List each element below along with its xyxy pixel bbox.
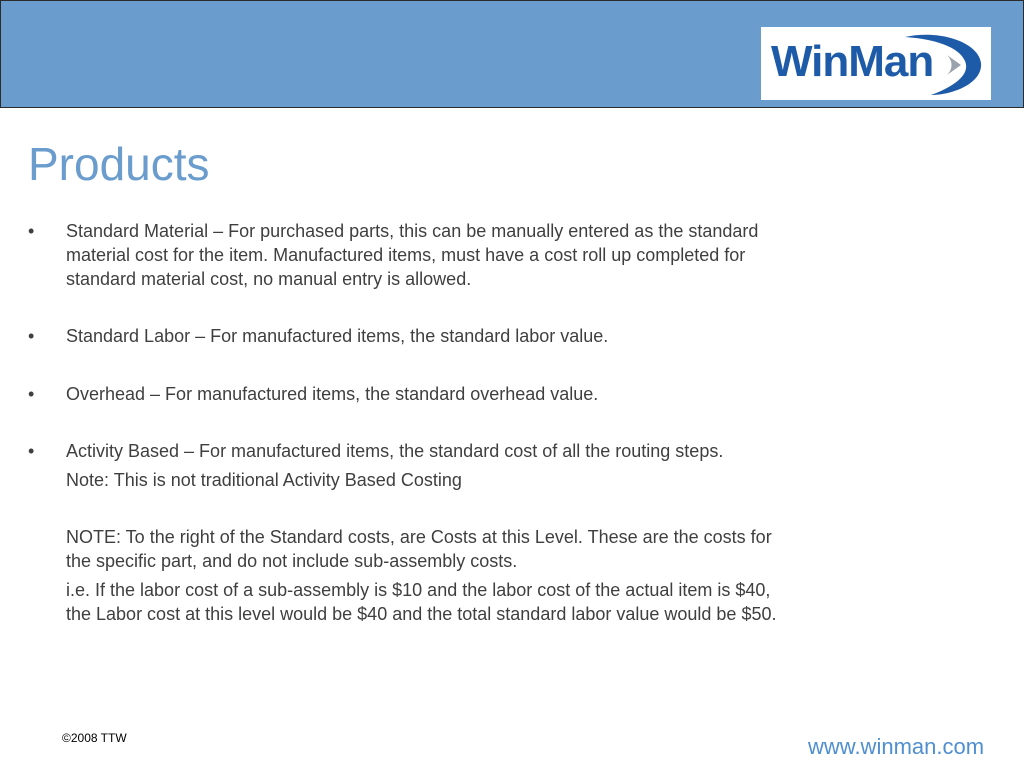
bullet-marker: • <box>28 221 35 241</box>
winman-logo <box>761 27 991 100</box>
footer-website-link[interactable]: www.winman.com <box>808 734 985 759</box>
logo-swoosh-icon <box>901 29 985 99</box>
bullet-marker: • <box>28 441 35 461</box>
level-note: NOTE: To the right of the Standard costs, are Costs at this Level. These are the costs for the specific part, and do not include sub-assembly costs. <box>66 527 772 571</box>
page-title: Products <box>28 138 210 190</box>
example-note: i.e. If the labor cost of a sub-assembly is $10 and the labor cost of the actual item is $40, the Labor cost at this level would be $40 and the total standard labor value would be $50. <box>66 580 777 624</box>
bullet-overhead: Overhead – For manufactured items, the standard overhead value. <box>66 384 599 404</box>
bullet-standard-labor: Standard Labor – For manufactured items, the standard labor value. <box>66 326 609 346</box>
bullet-standard-material: Standard Material – For purchased parts, this can be manually entered as the standard material cost for the item. Manufactured items, must have a cost roll up completed for standard material cost, no manual entry is allowed. <box>66 221 759 289</box>
bullet-marker: • <box>28 326 35 346</box>
logo-text: WinMan <box>771 37 934 86</box>
footer-copyright: ©2008 TTW <box>62 731 127 745</box>
activity-note: Note: This is not traditional Activity Based Costing <box>66 470 462 490</box>
bullet-marker: • <box>28 384 35 404</box>
header-bar <box>0 0 1024 108</box>
bullet-activity-based: Activity Based – For manufactured items, the standard cost of all the routing steps. <box>66 441 724 461</box>
